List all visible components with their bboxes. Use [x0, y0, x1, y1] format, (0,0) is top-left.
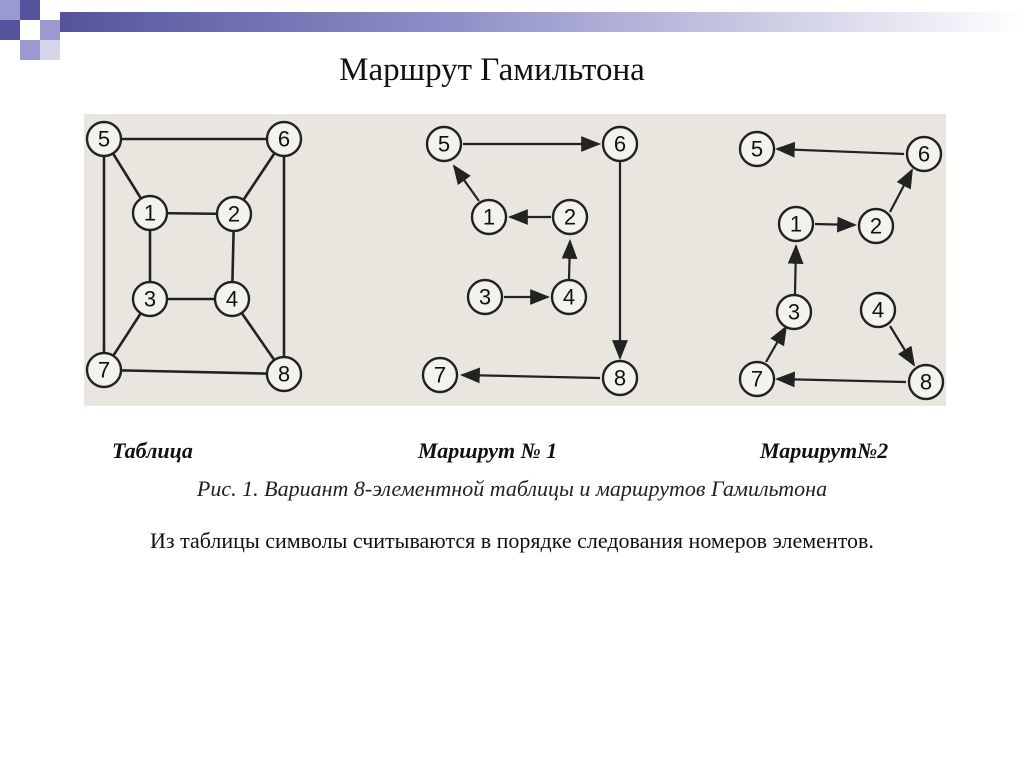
svg-text:4: 4 [225, 286, 239, 312]
body-text: Из таблицы символы считываются в порядке следования номеров элементов. [150, 528, 874, 553]
route1-node-2 [553, 200, 587, 234]
svg-text:5: 5 [97, 126, 111, 152]
route1-arrow-4-2 [569, 241, 570, 279]
route2-arrow-6-5 [777, 149, 904, 154]
table-node-8 [267, 357, 301, 391]
table-node-7 [87, 353, 121, 387]
table-node-6 [267, 122, 301, 156]
table-node-3 [133, 282, 167, 316]
svg-text:1: 1 [143, 200, 157, 226]
route1-arrow-8-7 [462, 375, 600, 378]
route1-node-4 [552, 280, 586, 314]
label-route-2: Маршрут№2 [760, 438, 889, 463]
svg-text:3: 3 [478, 284, 492, 310]
route2-node-8 [909, 365, 943, 399]
svg-text:8: 8 [277, 361, 291, 387]
svg-text:6: 6 [613, 131, 627, 157]
route2-node-1 [779, 207, 813, 241]
svg-text:5: 5 [750, 136, 764, 162]
svg-text:8: 8 [613, 365, 627, 391]
corner-square-5 [40, 20, 60, 40]
corner-square-2 [20, 0, 40, 20]
route1-node-3 [468, 280, 502, 314]
slide-title: Маршрут Гамильтона [339, 52, 645, 88]
route-2-graph [740, 132, 943, 399]
svg-text:2: 2 [563, 204, 577, 230]
svg-text:1: 1 [789, 211, 803, 237]
route1-node-1 [472, 200, 506, 234]
route2-arrow-7-3 [766, 327, 786, 362]
table-edge-7-8 [104, 370, 284, 374]
svg-text:5: 5 [437, 131, 451, 157]
label-table: Таблица [112, 438, 193, 463]
figure-caption: Рис. 1. Вариант 8-элементной таблицы и маршрутов Гамильтона [196, 476, 828, 501]
table-node-1 [133, 196, 167, 230]
route2-node-6 [907, 137, 941, 171]
table-graph [87, 122, 301, 391]
svg-text:3: 3 [143, 286, 157, 312]
svg-text:8: 8 [919, 369, 933, 395]
svg-text:2: 2 [227, 201, 241, 227]
svg-text:6: 6 [277, 126, 291, 152]
table-node-2 [217, 197, 251, 231]
route2-arrow-8-7 [777, 379, 906, 382]
route2-arrow-4-8 [890, 326, 914, 365]
svg-text:2: 2 [869, 213, 883, 239]
corner-square-3 [0, 20, 20, 40]
route2-node-2 [859, 209, 893, 243]
svg-text:7: 7 [97, 357, 111, 383]
route2-node-4 [861, 293, 895, 327]
graphs-figure [84, 114, 946, 406]
route2-node-3 [777, 295, 811, 329]
svg-text:6: 6 [917, 141, 931, 167]
svg-text:3: 3 [787, 299, 801, 325]
svg-text:1: 1 [482, 204, 496, 230]
svg-text:4: 4 [562, 284, 576, 310]
route1-node-7 [423, 358, 457, 392]
svg-text:7: 7 [433, 362, 447, 388]
corner-square-1 [0, 0, 20, 20]
label-route-1: Маршрут № 1 [418, 438, 558, 463]
route1-node-8 [603, 361, 637, 395]
svg-text:4: 4 [871, 297, 885, 323]
route-1-graph [423, 127, 637, 395]
route2-node-7 [740, 362, 774, 396]
route2-arrow-1-2 [815, 224, 855, 225]
route2-arrow-3-1 [795, 246, 796, 294]
route1-arrow-1-5 [454, 166, 479, 201]
table-node-4 [215, 282, 249, 316]
header-gradient-bar [60, 12, 1024, 32]
corner-square-4 [20, 20, 40, 40]
route1-node-6 [603, 127, 637, 161]
table-node-5 [87, 122, 121, 156]
svg-text:7: 7 [750, 366, 764, 392]
route2-node-5 [740, 132, 774, 166]
route1-node-5 [427, 127, 461, 161]
route2-arrow-2-6 [890, 170, 912, 212]
figure-panel [84, 114, 946, 406]
